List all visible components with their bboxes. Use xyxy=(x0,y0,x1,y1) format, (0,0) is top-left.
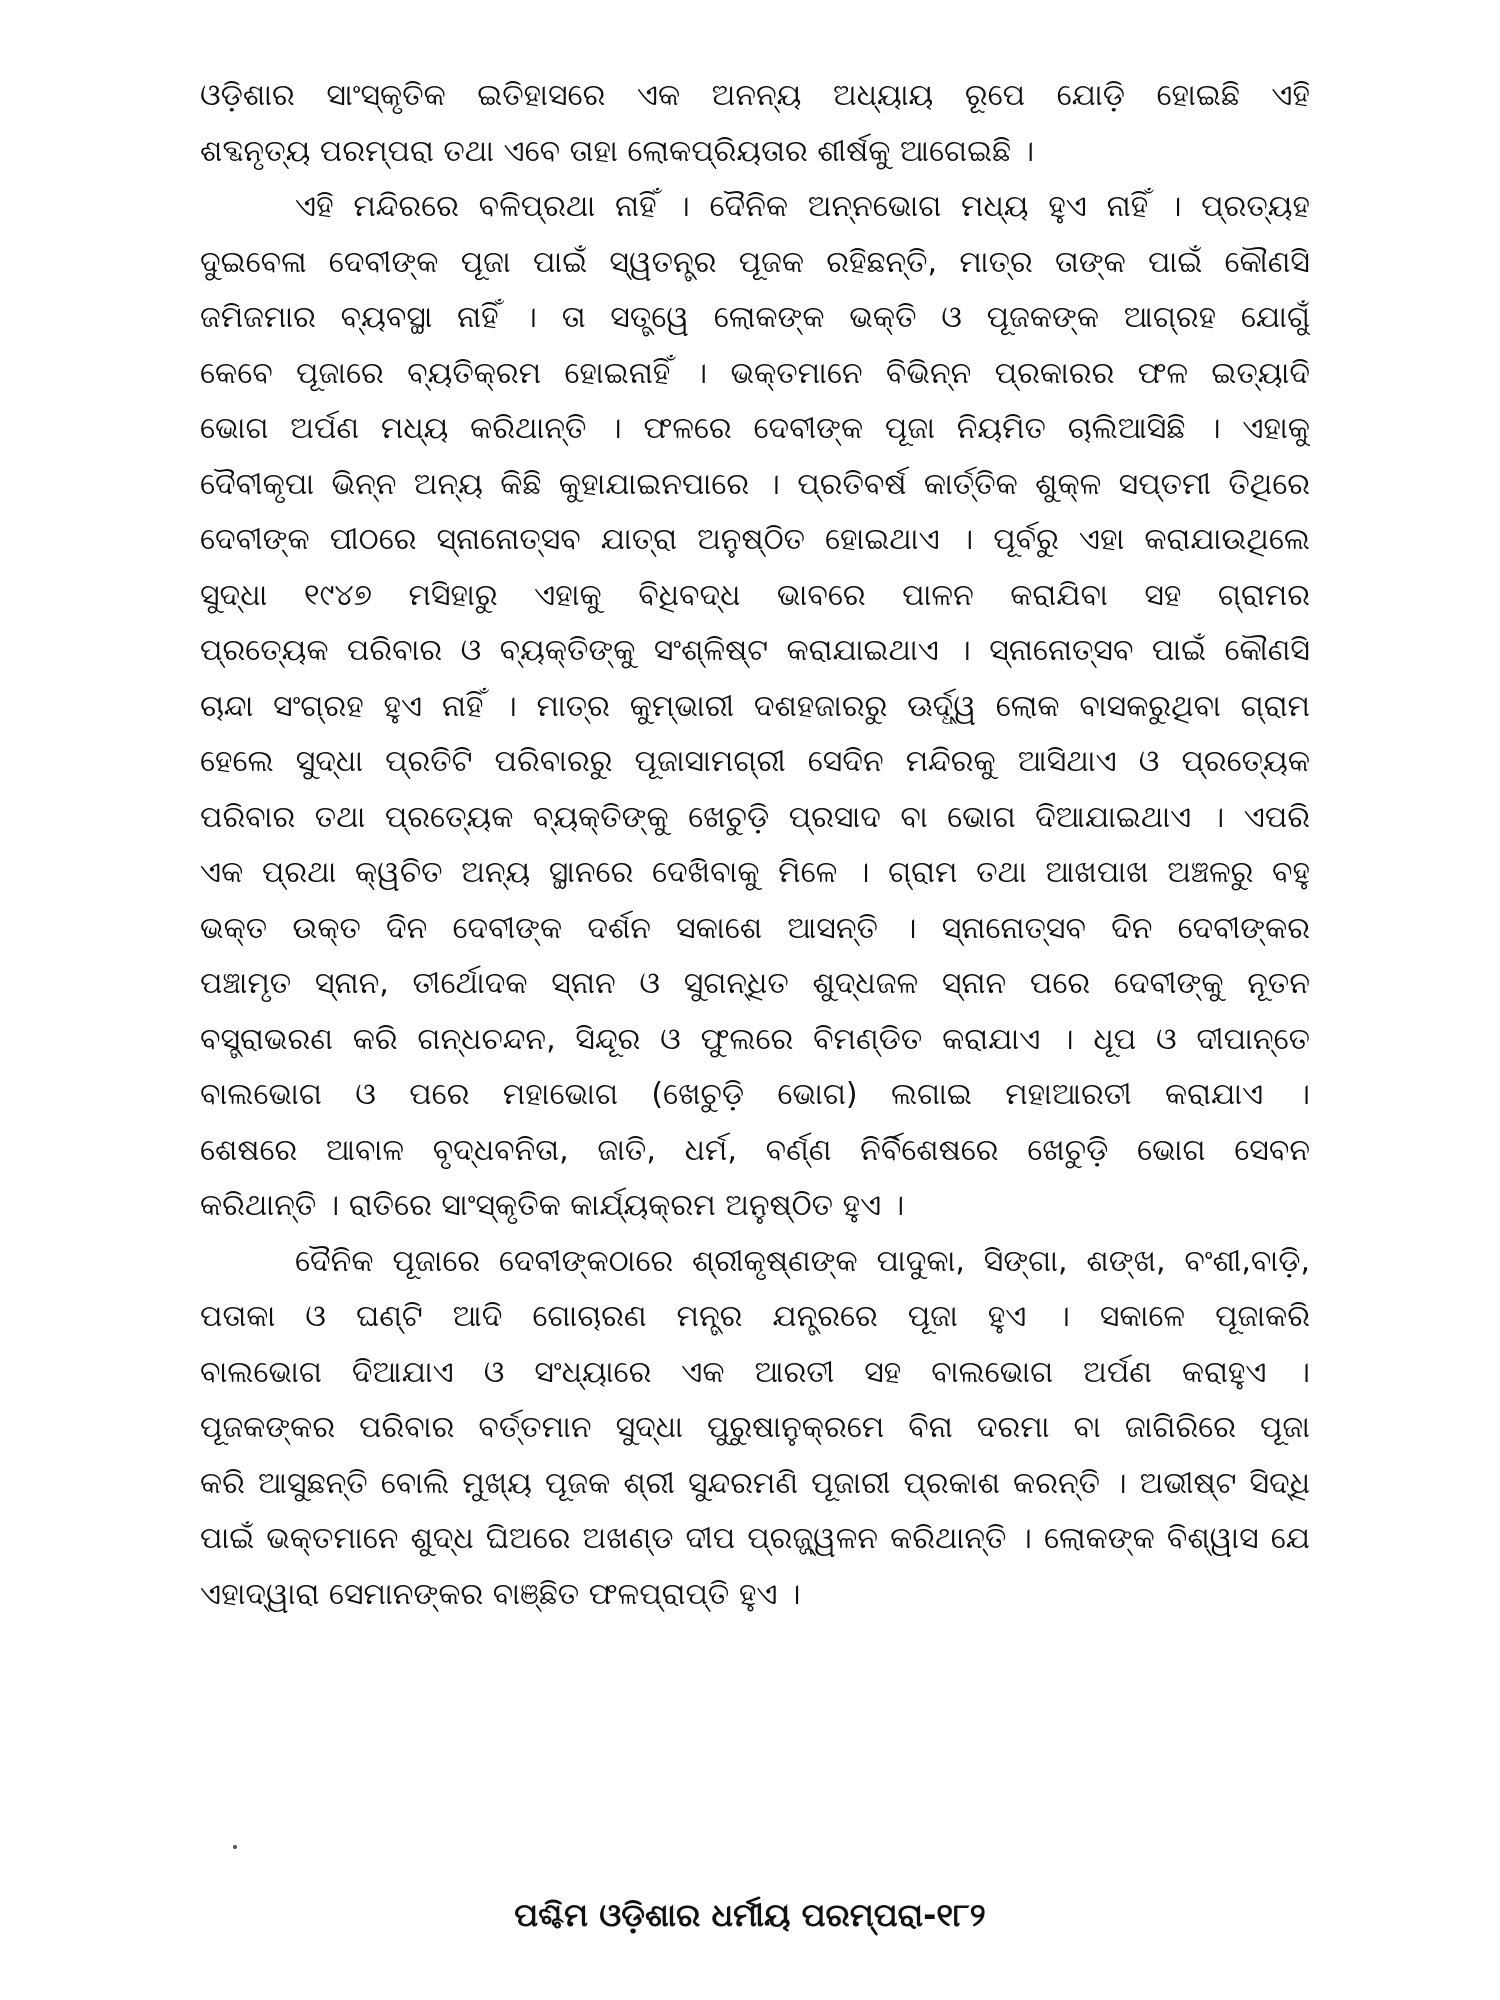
text-line: ଏହାଦ୍ୱାରା ସେମାନଙ୍କର ବାଞ୍ଛିତ ଫଳପ୍ରାପ୍ତି ହୁଏ । xyxy=(200,1576,801,1612)
text-line: ଏହି ମନ୍ଦିରରେ ବଳିପ୍ରଥା ନାହିଁ । ଦୈନିକ ଅନ୍ନଭୋଗ ମଧ୍ୟ ହୁଏ ନାହିଁ । ପ୍ରତ୍ୟହ xyxy=(295,189,1310,224)
text-line: ଏକ ପ୍ରଥା କ୍ୱଚିତ ଅନ୍ୟ ସ୍ଥାନରେ ଦେଖିବାକୁ ମିଳେ । ଗ୍ରାମ ତଥା ଆଖପାଖ ଅଞ୍ଚଳରୁ ବହୁ xyxy=(200,855,1310,890)
scan-speck xyxy=(233,1845,237,1849)
text-line: ବସ୍ତ୍ରାଭରଣ କରି ଗନ୍ଧଚନ୍ଦନ, ସିନ୍ଦୂର ଓ ଫୁଲରେ ବିମଣ୍ଡିତ କରାଯାଏ । ଧୂପ ଓ ଦୀପାନ୍ତେ xyxy=(200,1021,1310,1057)
text-line: ପରିବାର ତଥା ପ୍ରତ୍ୟେକ ବ୍ୟକ୍ତିଙ୍କୁ ଖେଚୁଡ଼ି ପ୍ରସାଦ ବା ଭୋଗ ଦିଆଯାଇଥାଏ । ଏପରି xyxy=(200,799,1310,835)
text-line: କରିଥାନ୍ତି । ରାତିରେ ସାଂସ୍କୃତିକ କାର୍ଯ୍ୟକ୍ରମ ଅନୁଷ୍ଠିତ ହୁଏ । xyxy=(200,1188,905,1223)
text-line: ଭକ୍ତ ଉକ୍ତ ଦିନ ଦେବୀଙ୍କ ଦର୍ଶନ ସକାଶେ ଆସନ୍ତି । ସ୍ନାନୋତ୍ସବ ଦିନ ଦେବୀଙ୍କର xyxy=(200,910,1310,946)
text-line: ବାଲଭୋଗ ଓ ପରେ ମହାଭୋଗ (ଖେଚୁଡ଼ି ଭୋଗ) ଲଗାଇ ମହାଆରତୀ କରାଯାଏ । xyxy=(200,1077,1310,1112)
text-line: ପୂଜକଙ୍କର ପରିବାର ବର୍ତ୍ତମାନ ସୁଦ୍ଧା ପୁରୁଷାନୁକ୍ରମେ ବିନା ଦରମା ବା ଜାଗିରିରେ ପୂଜା xyxy=(200,1410,1310,1445)
text-line: ପ୍ରତ୍ୟେକ ପରିବାର ଓ ବ୍ୟକ୍ତିଙ୍କୁ ସଂଶ୍ଳିଷ୍ଟ କରାଯାଇଥାଏ । ସ୍ନାନୋତ୍ସବ ପାଇଁ କୌଣସି xyxy=(200,633,1310,668)
text-line: ଶେଷରେ ଆବାଳ ବୃଦ୍ଧବନିତା, ଜାତି, ଧର୍ମ, ବର୍ଣ୍ଣ ନିର୍ବିଶେଷରେ ଖେଚୁଡ଼ି ଭୋଗ ସେବନ xyxy=(200,1132,1310,1168)
text-line: ସୁଦ୍ଧା ୧୯୪୭ ମସିହାରୁ ଏହାକୁ ବିଧିବଦ୍ଧ ଭାବରେ ପାଳନ କରାଯିବା ସହ ଗ୍ରାମର xyxy=(200,577,1310,613)
text-line: ଓଡ଼ିଶାର ସାଂସ୍କୃତିକ ଇତିହାସରେ ଏକ ଅନନ୍ୟ ଅଧ୍ୟାୟ ରୂପେ ଯୋଡ଼ି ହୋଇଛି ଏହି xyxy=(200,78,1310,113)
text-line: କରି ଆସୁଛନ୍ତି ବୋଲି ମୁଖ୍ୟ ପୂଜକ ଶ୍ରୀ ସୁନ୍ଦରମଣି ପୂଜାରୀ ପ୍ରକାଶ କରନ୍ତି । ଅଭୀଷ୍ଟ ସିଦ୍ଧି xyxy=(200,1465,1310,1501)
text-line: ଶବ୍ଦନୃତ୍ୟ ପରମ୍ପରା ତଥା ଏବେ ତାହା ଲୋକପ୍ରିୟତାର ଶୀର୍ଷକୁ ଆଗେଇଛି । xyxy=(200,133,1035,169)
text-line: ଚାନ୍ଦା ସଂଗ୍ରହ ହୁଏ ନାହିଁ । ମାତ୍ର କୁମ୍ଭାରୀ ଦଶହଜାରରୁ ଊର୍ଦ୍ଧ୍ୱ ଲୋକ ବାସକରୁଥିବା ଗ୍ରାମ xyxy=(200,688,1310,724)
text-line: ପାଇଁ ଭକ୍ତମାନେ ଶୁଦ୍ଧ ଘିଅରେ ଅଖଣ୍ଡ ଦୀପ ପ୍ରଜ୍ଜ୍ୱଳନ କରିଥାନ୍ତି । ଲୋକଙ୍କ ବିଶ୍ୱାସ ଯେ xyxy=(200,1521,1310,1556)
text-line: ଦୁଇବେଳା ଦେବୀଙ୍କ ପୂଜା ପାଇଁ ସ୍ୱତନ୍ତ୍ର ପୂଜକ ରହିଛନ୍ତି, ମାତ୍ର ତାଙ୍କ ପାଇଁ କୌଣସି xyxy=(200,244,1310,280)
text-line: ହେଲେ ସୁଦ୍ଧା ପ୍ରତିଟି ପରିବାରରୁ ପୂଜାସାମଗ୍ରୀ ସେଦିନ ମନ୍ଦିରକୁ ଆସିଥାଏ ଓ ପ୍ରତ୍ୟେକ xyxy=(200,744,1310,779)
text-line: ଭୋଗ ଅର୍ପଣ ମଧ୍ୟ କରିଥାନ୍ତି । ଫଳରେ ଦେବୀଙ୍କ ପୂଜା ନିୟମିତ ଚାଲିଆସିଛି । ଏହାକୁ xyxy=(200,411,1310,446)
body-text xyxy=(200,68,1310,1622)
text-line: ପତାକା ଓ ଘଣ୍ଟି ଆଦି ଗୋଚାରଣ ମନ୍ତ୍ର ଯନ୍ତ୍ରରେ ପୂଜା ହୁଏ । ସକାଳେ ପୂଜାକରି xyxy=(200,1299,1310,1334)
text-line: ଜମିଜମାର ବ୍ୟବସ୍ଥା ନାହିଁ । ତା ସତ୍ତ୍ୱେ ଲୋକଙ୍କ ଭକ୍ତି ଓ ପୂଜକଙ୍କ ଆଗ୍ରହ ଯୋଗୁଁ xyxy=(200,300,1310,335)
text-line: ଦେବୀଙ୍କ ପୀଠରେ ସ୍ନାନୋତ୍ସବ ଯାତ୍ରା ଅନୁଷ୍ଠିତ ହୋଇଥାଏ । ପୂର୍ବରୁ ଏହା କରାଯାଉଥିଲେ xyxy=(200,522,1310,557)
text-line: ପଞ୍ଚାମୃତ ସ୍ନାନ, ତୀର୍ଥୋଦକ ସ୍ନାନ ଓ ସୁଗନ୍ଧିତ ଶୁଦ୍ଧଜଳ ସ୍ନାନ ପରେ ଦେବୀଙ୍କୁ ନୂତନ xyxy=(200,966,1310,1001)
text-line: ଦୈବୀକୃପା ଭିନ୍ନ ଅନ୍ୟ କିଛି କୁହାଯାଇନପାରେ । ପ୍ରତିବର୍ଷ କାର୍ତ୍ତିକ ଶୁକ୍ଳ ସପ୍ତମୀ ତିଥିରେ xyxy=(200,466,1310,502)
text-line: କେବେ ପୂଜାରେ ବ୍ୟତିକ୍ରମ ହୋଇନାହିଁ । ଭକ୍ତମାନେ ବିଭିନ୍ନ ପ୍ରକାରର ଫଳ ଇତ୍ୟାଦି xyxy=(200,355,1310,391)
text-line: ବାଲଭୋଗ ଦିଆଯାଏ ଓ ସଂଧ୍ୟାରେ ଏକ ଆରତୀ ସହ ବାଲଭୋଗ ଅର୍ପଣ କରାହୁଏ । xyxy=(200,1354,1310,1390)
text-line: ଦୈନିକ ପୂଜାରେ ଦେବୀଙ୍କଠାରେ ଶ୍ରୀକୃଷ୍ଣଙ୍କ ପାଦୁକା, ସିଙ୍ଗା, ଶଙ୍ଖ, ବଂଶୀ,ବାଡ଼ି, xyxy=(295,1243,1310,1279)
page-footer: ପଶ୍ଚିମ ଓଡ଼ିଶାର ଧର୍ମୀୟ ପରମ୍ପରା-୧୮୨ xyxy=(514,1896,986,1934)
